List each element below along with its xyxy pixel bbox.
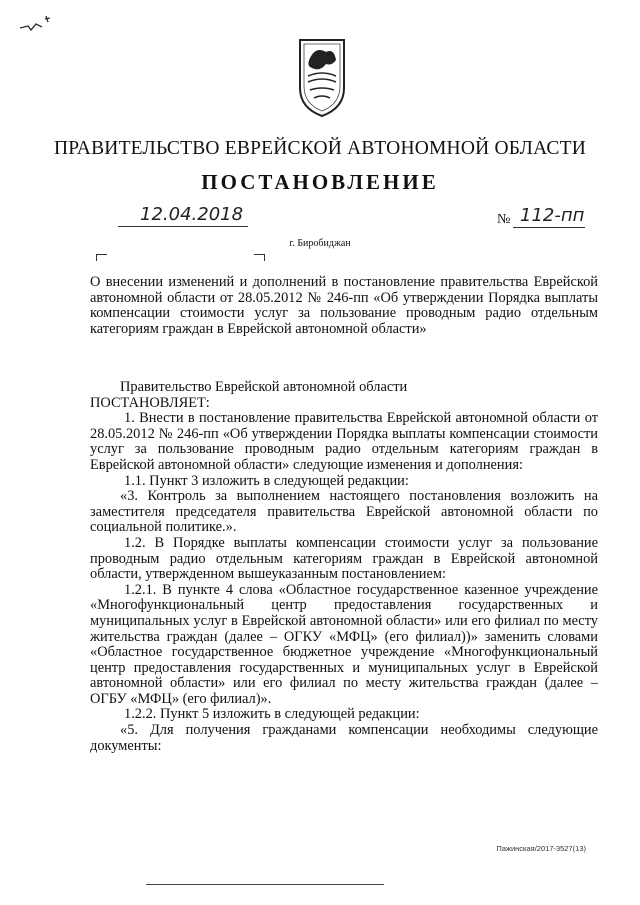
paragraph-1-1: 1.1. Пункт 3 изложить в следующей редакции: <box>124 472 409 489</box>
subject-corner-right <box>254 254 265 261</box>
number-underline <box>513 227 585 228</box>
footer-code: Пажинская/2017-3527(13) <box>496 844 586 853</box>
paragraph-1: 1. Внести в постановление правительства Еврейской автономной области от 28.05.2012 № 246-пп «Об утверждении Порядка выплаты компенсации стоимости услуг за пользование проводным радио отдельным категориям граждан в Еврейской автономной области» следующие изменения и дополнения: <box>90 410 598 473</box>
subject-corner-left <box>96 254 107 261</box>
body-intro-line-2: ПОСТАНОВЛЯЕТ: <box>90 394 210 411</box>
coat-of-arms-icon <box>296 36 348 120</box>
document-number: 112-пп <box>520 205 585 226</box>
paragraph-1-2-1: 1.2.1. В пункте 4 слова «Областное государственное казенное учреждение «Многофункциональный центр предоставления государственных и муниципальных услуг в Еврейской автономной области» или его филиал по месту жительства граждан (далее – ОГКУ «МФЦ» (его филиал))» заменить словами «Областное государственное бюджетное учреждение «Многофункциональный центр предоставления государственных и муниципальных услуг в Еврейской автономной области» или его филиал по месту жительства граждан (далее – ОГБУ «МФЦ» (его филиал)». <box>90 581 598 707</box>
paragraph-1-1-text: «3. Контроль за выполнением настоящего постановления возложить на заместителя председателя правительства Еврейской автономной области по социальной политике.». <box>90 488 598 536</box>
document-body <box>90 380 598 754</box>
handwritten-mark <box>18 8 58 38</box>
bottom-rule <box>146 884 384 885</box>
number-prefix: № <box>497 212 511 227</box>
document-subject: О внесении изменений и дополнений в постановление правительства Еврейской автономной области от 28.05.2012 № 246-пп «Об утверждении Порядка выплаты компенсации стоимости услуг за пользование проводным радио отдельным категориям граждан в Еврейской автономной области» <box>90 274 598 337</box>
paragraph-1-2-2: 1.2.2. Пункт 5 изложить в следующей редакции: <box>124 706 420 723</box>
government-name: ПРАВИТЕЛЬСТВО ЕВРЕЙСКОЙ АВТОНОМНОЙ ОБЛАСТИ <box>53 138 587 159</box>
city-label: г. Биробиджан <box>289 238 351 249</box>
paragraph-1-2-2-text: «5. Для получения гражданами компенсации необходимы следующие документы: <box>90 722 598 754</box>
document-date: 12.04.2018 <box>140 204 244 225</box>
paragraph-1-2: 1.2. В Порядке выплаты компенсации стоимости услуг за пользование проводным радио отдельным категориям граждан в Еврейской автономной области, утвержденном вышеуказанным постановлением: <box>90 534 598 583</box>
document-type-title: ПОСТАНОВЛЕНИЕ <box>201 170 439 194</box>
body-intro-line-1: Правительство Еврейской автономной области <box>120 379 408 395</box>
date-underline <box>118 226 248 227</box>
